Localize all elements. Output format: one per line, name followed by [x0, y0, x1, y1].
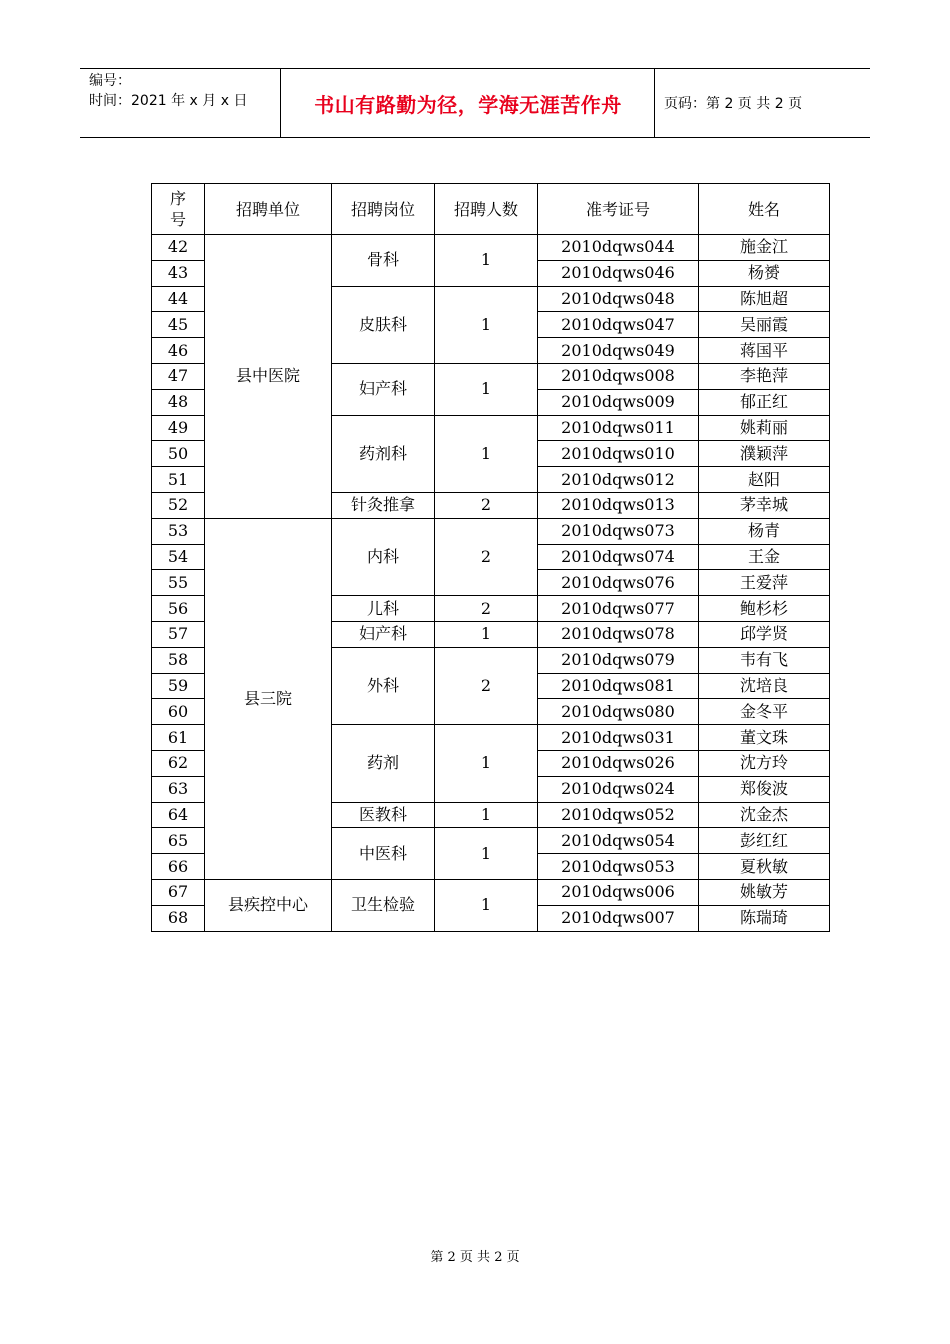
table-row: [152, 235, 830, 261]
exam-number: 2010dqws052: [538, 802, 699, 828]
exam-number: 2010dqws074: [538, 544, 699, 570]
candidate-name: 郁正红: [699, 389, 830, 415]
count-cell: 1: [435, 415, 538, 492]
candidate-name: 鲍杉杉: [699, 596, 830, 622]
exam-number: 2010dqws054: [538, 828, 699, 854]
count-cell: 1: [435, 879, 538, 931]
exam-number: 2010dqws076: [538, 570, 699, 596]
exam-number: 2010dqws053: [538, 854, 699, 880]
row-idx: 62: [152, 750, 205, 776]
header-motto: 书山有路勤为径，学海无涯苦作舟: [282, 69, 655, 137]
post-cell: 儿科: [332, 596, 435, 622]
row-idx: 45: [152, 312, 205, 338]
candidate-name: 王爱萍: [699, 570, 830, 596]
exam-number: 2010dqws011: [538, 415, 699, 441]
exam-number: 2010dqws049: [538, 338, 699, 364]
candidate-name: 陈旭超: [699, 286, 830, 312]
candidate-name: 杨青: [699, 518, 830, 544]
count-cell: 1: [435, 828, 538, 880]
exam-number: 2010dqws012: [538, 467, 699, 493]
exam-number: 2010dqws078: [538, 621, 699, 647]
row-idx: 42: [152, 235, 205, 261]
row-idx: 53: [152, 518, 205, 544]
candidate-name: 濮颖萍: [699, 441, 830, 467]
exam-number: 2010dqws013: [538, 492, 699, 518]
exam-number: 2010dqws044: [538, 235, 699, 261]
post-cell: 药剂科: [332, 415, 435, 492]
row-idx: 54: [152, 544, 205, 570]
row-idx: 52: [152, 492, 205, 518]
count-cell: 1: [435, 621, 538, 647]
count-cell: 2: [435, 596, 538, 622]
row-idx: 64: [152, 802, 205, 828]
exam-number: 2010dqws010: [538, 441, 699, 467]
header-count: 招聘人数: [435, 184, 538, 235]
post-cell: 皮肤科: [332, 286, 435, 363]
table-row: [152, 879, 830, 905]
table-header-row: [152, 184, 830, 235]
post-cell: 卫生检验: [332, 879, 435, 931]
row-idx: 65: [152, 828, 205, 854]
post-cell: 内科: [332, 518, 435, 595]
candidate-name: 金冬平: [699, 699, 830, 725]
candidate-name: 李艳萍: [699, 363, 830, 389]
candidate-name: 杨赟: [699, 260, 830, 286]
count-cell: 1: [435, 286, 538, 363]
header-page-label: 页码：第 2 页 共 2 页: [664, 96, 803, 112]
row-idx: 47: [152, 363, 205, 389]
exam-number: 2010dqws024: [538, 776, 699, 802]
exam-number: 2010dqws079: [538, 647, 699, 673]
candidate-name: 施金江: [699, 235, 830, 261]
row-idx: 66: [152, 854, 205, 880]
row-idx: 60: [152, 699, 205, 725]
exam-number: 2010dqws047: [538, 312, 699, 338]
unit-cell: 县疾控中心: [205, 879, 332, 931]
table-row: [152, 518, 830, 544]
row-idx: 58: [152, 647, 205, 673]
document-number-label: 编号：: [89, 73, 131, 89]
count-cell: 1: [435, 802, 538, 828]
row-idx: 57: [152, 621, 205, 647]
candidate-name: 姚莉丽: [699, 415, 830, 441]
post-cell: 妇产科: [332, 621, 435, 647]
exam-number: 2010dqws048: [538, 286, 699, 312]
post-cell: 骨科: [332, 235, 435, 287]
row-idx: 44: [152, 286, 205, 312]
candidate-name: 韦有飞: [699, 647, 830, 673]
row-idx: 59: [152, 673, 205, 699]
exam-number: 2010dqws081: [538, 673, 699, 699]
exam-number: 2010dqws007: [538, 905, 699, 931]
exam-number: 2010dqws009: [538, 389, 699, 415]
exam-number: 2010dqws077: [538, 596, 699, 622]
count-cell: 1: [435, 363, 538, 415]
exam-number: 2010dqws026: [538, 750, 699, 776]
header-exam: 准考证号: [538, 184, 699, 235]
header-unit: 招聘单位: [205, 184, 332, 235]
post-cell: 中医科: [332, 828, 435, 880]
candidate-name: 沈方玲: [699, 750, 830, 776]
candidate-name: 蒋国平: [699, 338, 830, 364]
exam-number: 2010dqws046: [538, 260, 699, 286]
row-idx: 43: [152, 260, 205, 286]
count-cell: 2: [435, 518, 538, 595]
row-idx: 56: [152, 596, 205, 622]
count-cell: 2: [435, 647, 538, 724]
page-footer: 第 2 页 共 2 页: [430, 1250, 520, 1265]
count-cell: 1: [435, 235, 538, 287]
candidate-name: 郑俊波: [699, 776, 830, 802]
candidate-name: 沈培良: [699, 673, 830, 699]
count-cell: 1: [435, 725, 538, 802]
post-cell: 药剂: [332, 725, 435, 802]
candidate-name: 董文珠: [699, 725, 830, 751]
row-idx: 46: [152, 338, 205, 364]
row-idx: 50: [152, 441, 205, 467]
unit-cell: 县三院: [205, 518, 332, 879]
unit-cell: 县中医院: [205, 235, 332, 519]
post-cell: 妇产科: [332, 363, 435, 415]
candidate-name: 赵阳: [699, 467, 830, 493]
header-idx: 序号: [152, 184, 205, 235]
document-date-label: 时间：2021 年 x 月 x 日: [89, 93, 248, 109]
exam-number: 2010dqws008: [538, 363, 699, 389]
row-idx: 63: [152, 776, 205, 802]
post-cell: 医教科: [332, 802, 435, 828]
header-name: 姓名: [699, 184, 830, 235]
candidate-name: 吴丽霞: [699, 312, 830, 338]
candidate-name: 邱学贤: [699, 621, 830, 647]
exam-number: 2010dqws080: [538, 699, 699, 725]
candidate-name: 夏秋敏: [699, 854, 830, 880]
exam-number: 2010dqws073: [538, 518, 699, 544]
candidate-name: 陈瑞琦: [699, 905, 830, 931]
row-idx: 55: [152, 570, 205, 596]
candidate-name: 王金: [699, 544, 830, 570]
exam-number: 2010dqws031: [538, 725, 699, 751]
header-post: 招聘岗位: [332, 184, 435, 235]
row-idx: 61: [152, 725, 205, 751]
exam-number: 2010dqws006: [538, 879, 699, 905]
page-header: [80, 68, 870, 138]
candidate-name: 沈金杰: [699, 802, 830, 828]
row-idx: 49: [152, 415, 205, 441]
count-cell: 2: [435, 492, 538, 518]
candidate-name: 茅幸城: [699, 492, 830, 518]
row-idx: 68: [152, 905, 205, 931]
row-idx: 51: [152, 467, 205, 493]
post-cell: 外科: [332, 647, 435, 724]
candidate-name: 彭红红: [699, 828, 830, 854]
row-idx: 48: [152, 389, 205, 415]
post-cell: 针灸推拿: [332, 492, 435, 518]
recruitment-table: [151, 183, 830, 932]
row-idx: 67: [152, 879, 205, 905]
header-meta: [80, 69, 281, 137]
candidate-name: 姚敏芳: [699, 879, 830, 905]
